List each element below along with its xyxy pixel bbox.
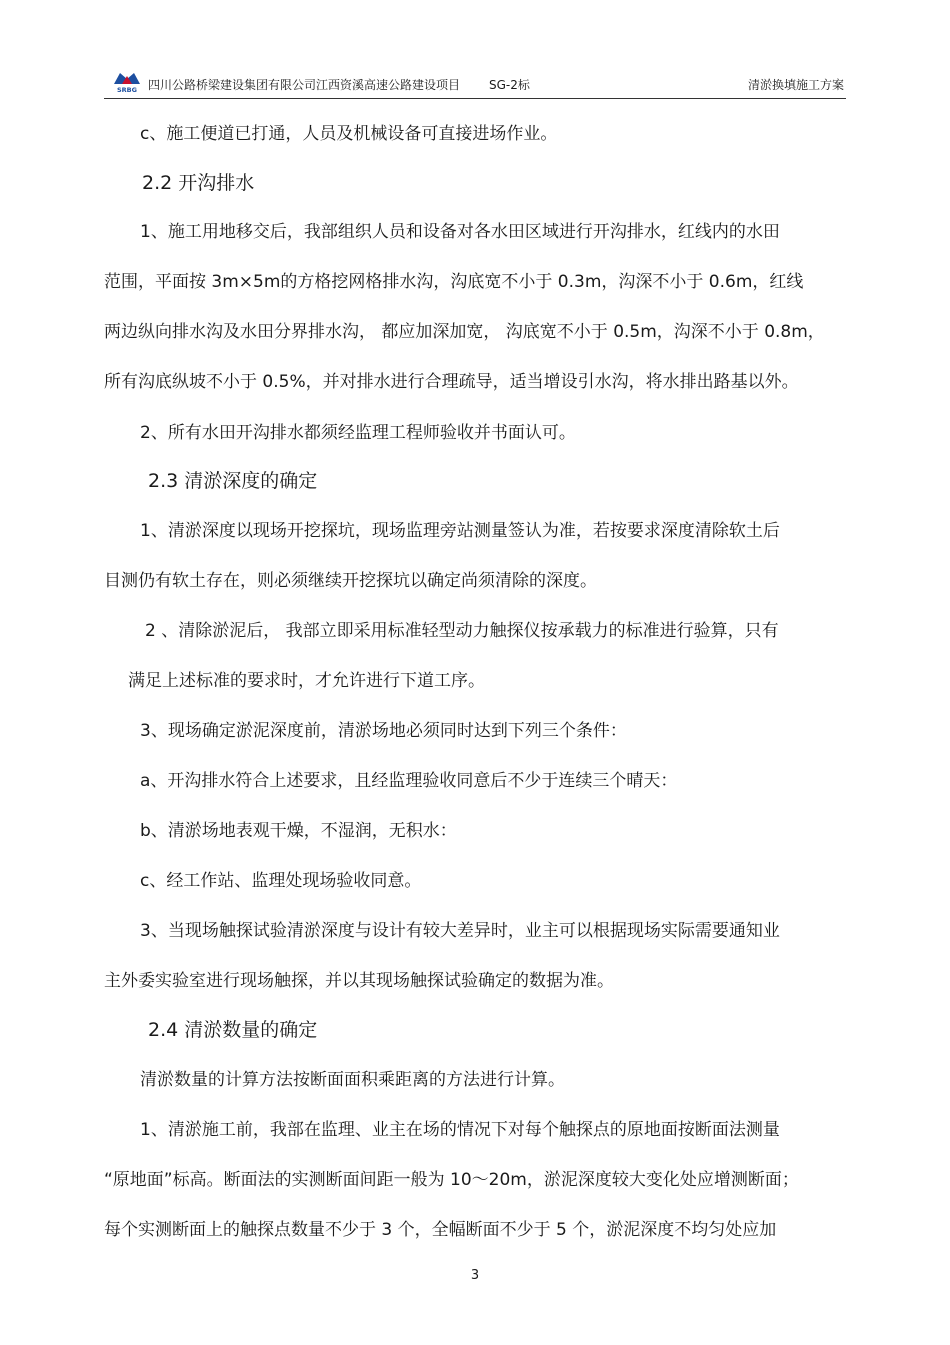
paragraph-line: “原地面”标高。断面法的实测断面间距一般为 10～20m，淤泥深度较大变化处应增测断面； (104, 1170, 799, 1190)
paragraph-line: 3、现场确定淤泥深度前，清淤场地必须同时达到下列三个条件： (140, 721, 627, 741)
paragraph-line: 清淤数量的计算方法按断面面积乘距离的方法进行计算。 (140, 1070, 565, 1090)
paragraph-line: c、经工作站、监理处现场验收同意。 (140, 871, 422, 891)
company-logo (112, 70, 142, 94)
header-organization: 四川公路桥梁建设集团有限公司江西资溪高速公路建设项目 (148, 78, 461, 92)
paragraph-line: 范围，平面按 3m×5m的方格挖网格排水沟，沟底宽不小于 0.3m，沟深不小于 0.6m，红线 (104, 272, 804, 292)
paragraph-line: b、清淤场地表观干燥，不湿润，无积水： (140, 821, 457, 841)
paragraph-line: 每个实测断面上的触探点数量不少于 3 个，全幅断面不少于 5 个，淤泥深度不均匀处应加 (104, 1220, 777, 1240)
paragraph-line: 目测仍有软土存在，则必须继续开挖探坑以确定尚须清除的深度。 (104, 571, 597, 591)
paragraph-line: 1、清淤施工前，我部在监理、业主在场的情况下对每个触探点的原地面按断面法测量 (140, 1120, 780, 1140)
section-heading-2-4: 2.4 清淤数量的确定 (148, 1019, 318, 1041)
header-document-title: 清淤换填施工方案 (747, 78, 844, 92)
page-header (104, 68, 846, 99)
paragraph-line: c、施工便道已打通，人员及机械设备可直接进场作业。 (140, 124, 558, 144)
paragraph-line: 满足上述标准的要求时，才允许进行下道工序。 (128, 671, 485, 691)
section-heading-2-2: 2.2 开沟排水 (142, 172, 255, 194)
paragraph-line: 2 、清除淤泥后， 我部立即采用标准轻型动力触探仪按承载力的标准进行验算，只有 (145, 621, 779, 641)
paragraph-line: 主外委实验室进行现场触探，并以其现场触探试验确定的数据为准。 (104, 971, 614, 991)
paragraph-line: 3、当现场触探试验清淤深度与设计有较大差异时，业主可以根据现场实际需要通知业 (140, 921, 780, 941)
paragraph-line: a、开沟排水符合上述要求，且经监理验收同意后不少于连续三个晴天： (140, 771, 678, 791)
paragraph-line: 所有沟底纵坡不小于 0.5%，并对排水进行合理疏导，适当增设引水沟，将水排出路基以外。 (104, 372, 799, 392)
header-section: SG-2标 (489, 78, 530, 92)
paragraph-line: 2、所有水田开沟排水都须经监理工程师验收并书面认可。 (140, 423, 576, 443)
page-number: 3 (470, 1268, 480, 1283)
paragraph-line: 1、施工用地移交后，我部组织人员和设备对各水田区域进行开沟排水，红线内的水田 (140, 222, 780, 242)
paragraph-line: 1、清淤深度以现场开挖探坑，现场监理旁站测量签认为准，若按要求深度清除软土后 (140, 521, 780, 541)
svg-text:SRBG: SRBG (117, 86, 137, 94)
paragraph-line: 两边纵向排水沟及水田分界排水沟， 都应加深加宽， 沟底宽不小于 0.5m，沟深不小于 0.8m， (104, 322, 825, 342)
section-heading-2-3: 2.3 清淤深度的确定 (148, 470, 318, 492)
